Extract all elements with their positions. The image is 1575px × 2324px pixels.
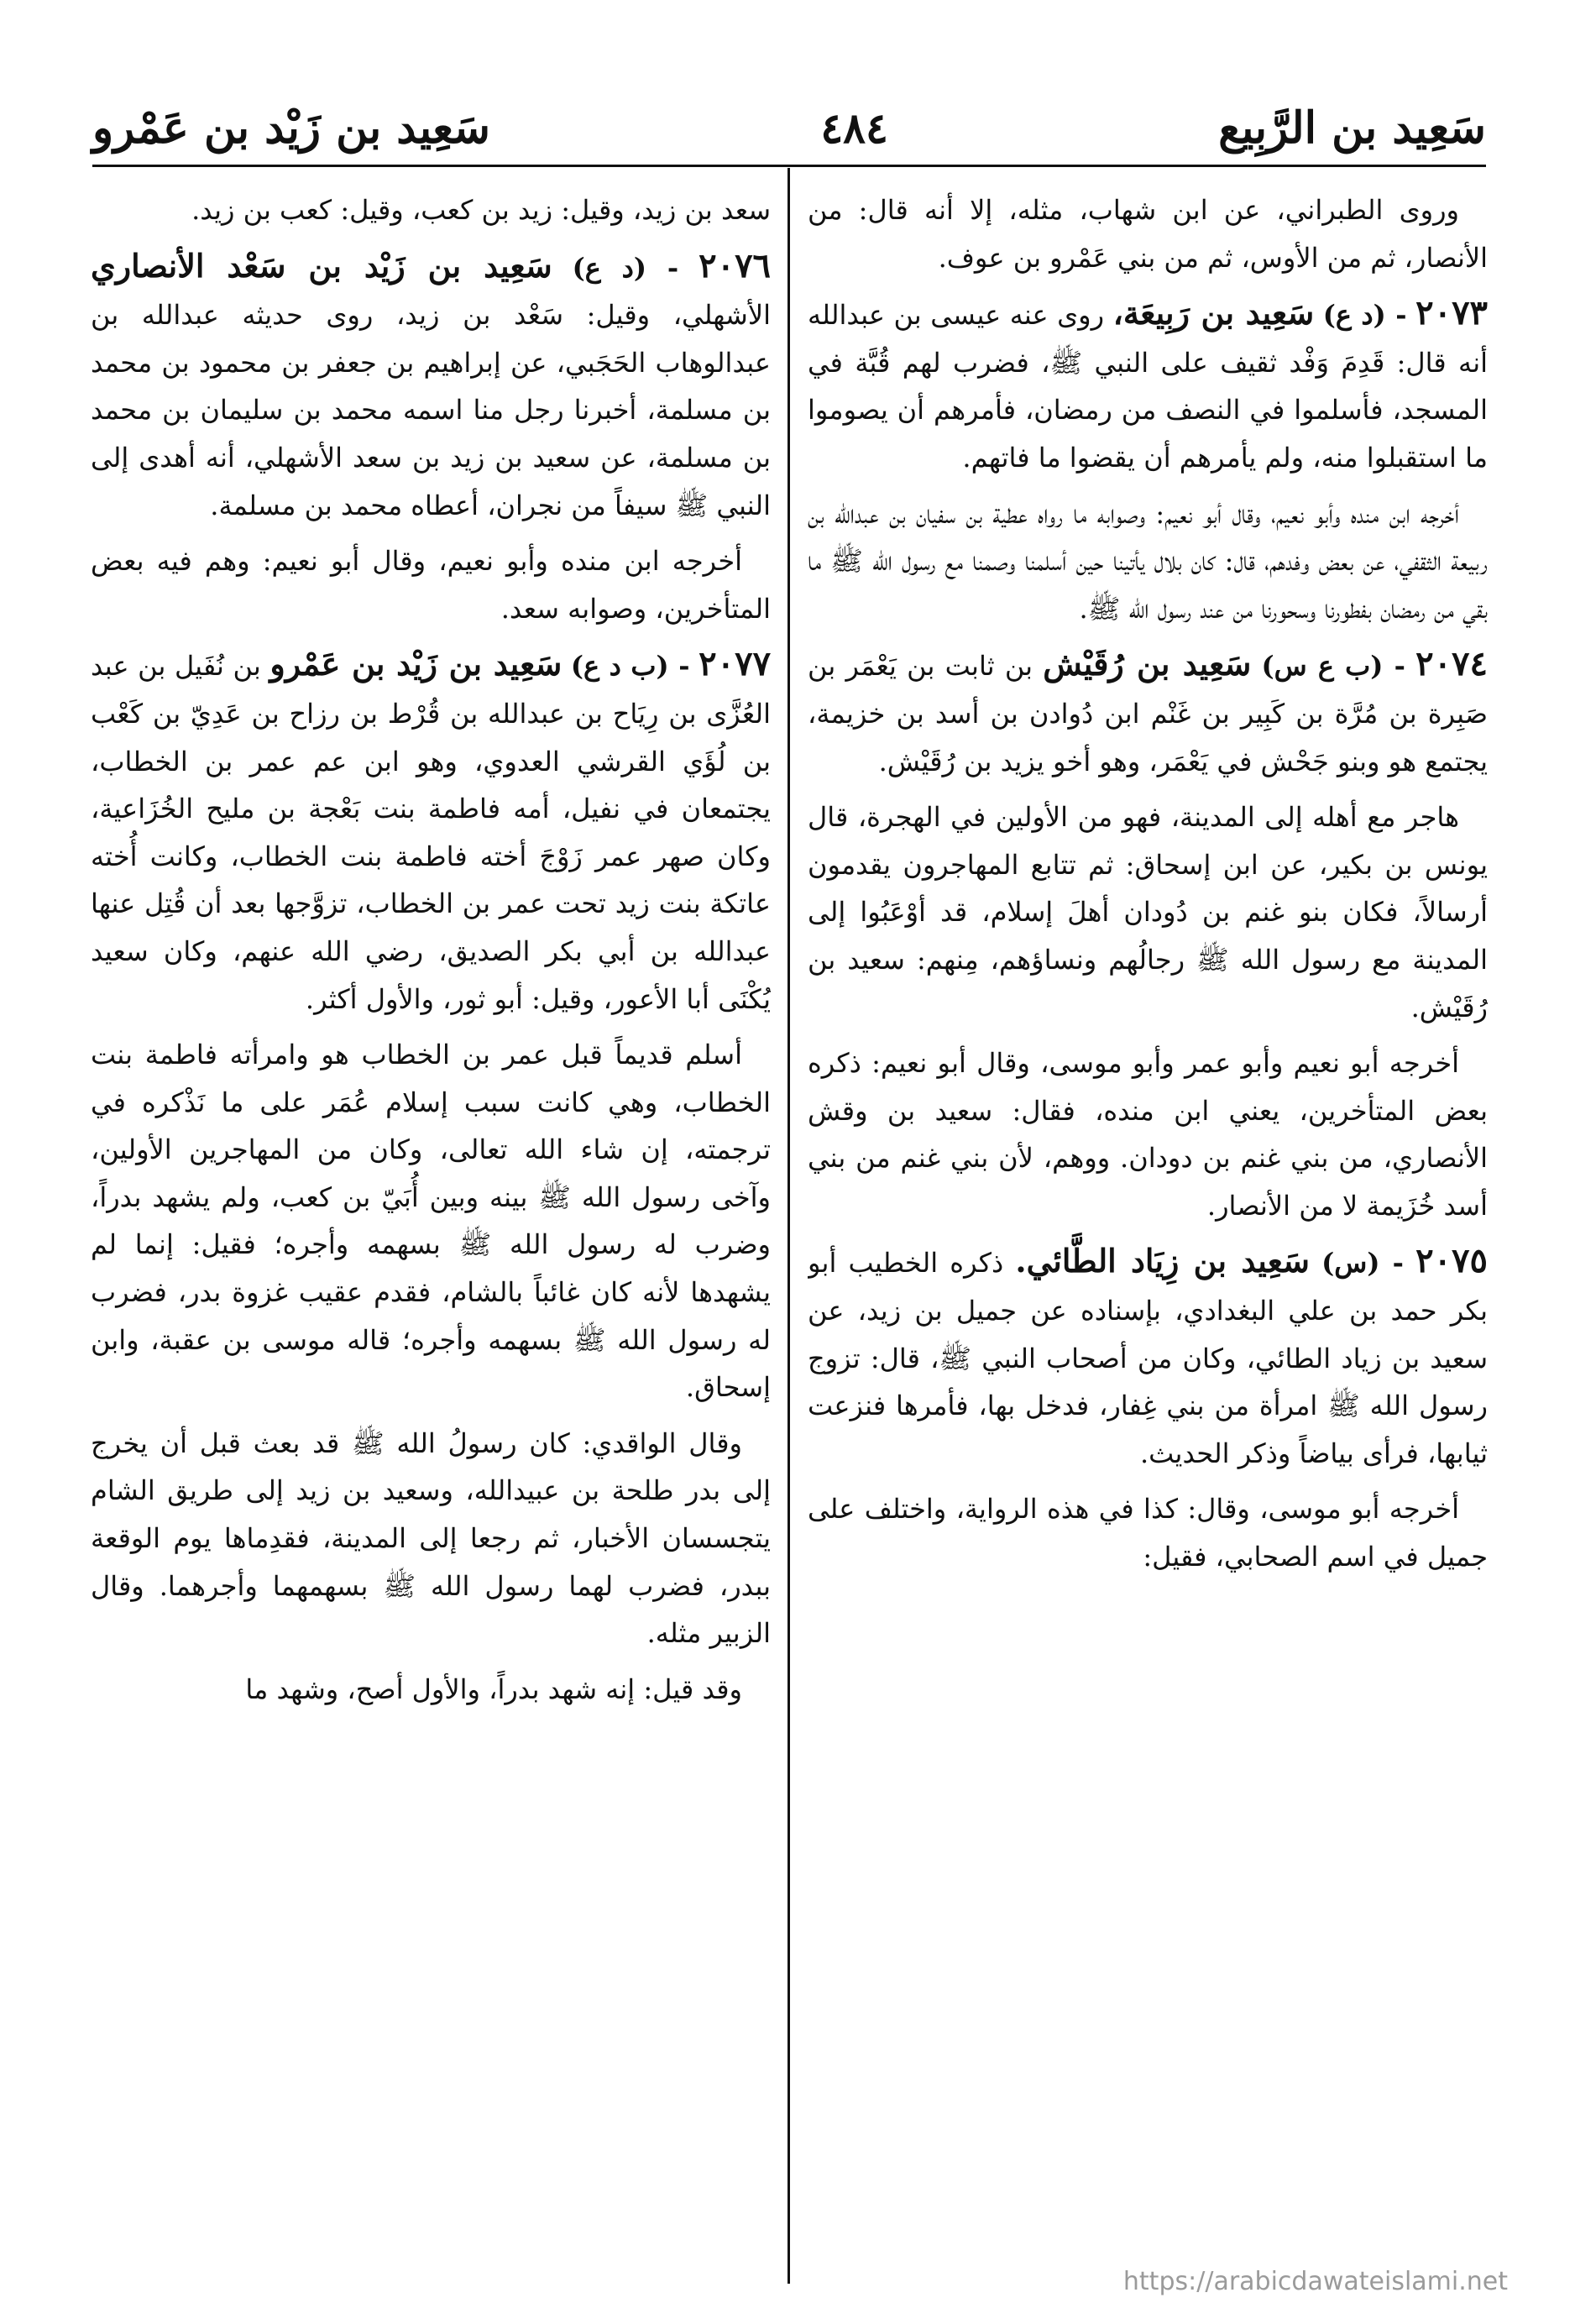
entry-2077 (91, 641, 771, 1023)
entry-number: ٢٠٧٤ (1415, 644, 1488, 684)
page-number: ٤٨٤ (820, 102, 888, 153)
entry-number: ٢٠٧٥ (1415, 1241, 1488, 1281)
paragraph: أخرجه أبو نعيم وأبو عمر وأبو موسى، وقال أبو نعيم: ذكره بعض المتأخرين، يعني ابن منده، فقال: سعيد بن وقش الأنصاري، من بني غنم بن دودان. ووهم، لأن بني غنم من بني أسد خُزَيمة لا من الأنصار. (808, 1047, 1488, 1222)
entry-name: سَعِيد بن زَيْد بن عَمْرو (269, 645, 562, 683)
running-head-left: سَعِيد بن زَيْد بن عَمْرو (92, 102, 490, 154)
paragraph: وقد قيل: إنه شهد بدراً، والأول أصح، وشهد ما (245, 1672, 742, 1705)
entry-text: ذكره الخطيب أبو بكر حمد بن علي البغدادي، بإسناده عن جميل بن زيد، عن سعيد بن زياد الطائي، وكان من أصحاب النبي ﷺ، قال: تزوج رسول الله ﷺ امرأة من بني غِفار، فدخل بها، فأمرها فنزعت ثيابها، فرأى بياضاً وذكر الحديث. (808, 1247, 1488, 1469)
entry-name: سَعِيد بن رَبِيعَة، (1112, 294, 1315, 332)
entry-number: ٢٠٧٦ (699, 245, 771, 285)
entry-text: بن ثابت بن يَعْمَر بن صَبِرة بن مُرَّة بن كَبِير بن غَنْم ابن دُوادن بن أسد بن خزيمة، يجتمع هو وبنو جَحْش في يَعْمَر، وهو أخو يزيد بن رُقَيْش. (808, 650, 1488, 777)
watermark-url: https://arabicdawateislami.net (1122, 2267, 1508, 2296)
paragraph: وقال الواقدي: كان رسولُ الله ﷺ قد بعث قبل أن يخرج إلى بدر طلحة بن عبيدالله، وسعيد بن زيد إلى طريق الشام يتجسسان الأخبار، ثم رجعا إلى المدينة، فقدِماها يوم الوقعة ببدر، فضرب لهما رسول الله ﷺ بسهمهما وأجرهما. وقال الزبير مثله. (91, 1426, 771, 1650)
entry-code: - (د ع) (572, 251, 679, 284)
entry-2075 (808, 1238, 1488, 1477)
right-column (808, 186, 1488, 2285)
left-column (91, 186, 771, 2285)
running-head-right: سَعِيد بن الرَّبِيع (1218, 102, 1486, 154)
entry-text: بن نُفَيل بن عبد العُزَّى بن رِيَاح بن عبدالله بن قُرْط بن رزاح بن عَدِيّ بن كَعْب بن لُؤَي القرشي العدوي، وهو ابن عم عمر بن الخطاب، يجتمعان في نفيل، أمه فاطمة بنت بَعْجة بن مليح الخُزَاعية، وكان صهر عمر زَوْجَ أخته فاطمة بنت الخطاب، وكانت أُخته عاتكة بنت زيد تحت عمر بن الخطاب، تزوَّجها بعد أن قُتِل عنها عبدالله بن أبي بكر الصديق، رضي الله عنهم، وكان سعيد يُكْنَى أبا الأعور، وقيل: أبو ثور، والأول أكثر. (91, 650, 771, 1015)
page-header (92, 94, 1486, 161)
entry-2073 (808, 290, 1488, 481)
entry-code: - (ب د ع) (570, 650, 690, 683)
entry-code: - (س) (1321, 1247, 1404, 1280)
paragraph: أخرجه أبو موسى، وقال: كذا في هذه الرواية، واختلف على جميل في اسم الصحابي، فقيل: (808, 1493, 1488, 1573)
entry-text: الأشهلي، وقيل: سَعْد بن زيد، روى حديثه عبدالله بن عبدالوهاب الحَجَبي، عن إبراهيم بن جعفر بن محمود بن محمد بن مسلمة، أخبرنا رجل منا اسمه محمد بن سليمان بن محمد بن مسلمة، عن سعيد بن زيد بن سعد الأشهلي، أنه أهدى إلى النبي ﷺ سيفاً من نجران، أعطاه محمد بن مسلمة. (91, 299, 771, 521)
paragraph: سعد بن زيد، وقيل: زيد بن كعب، وقيل: كعب بن زيد. (191, 194, 771, 226)
entry-name: سَعِيد بن زَيْد بن سَعْد الأنصاري (91, 246, 552, 285)
header-rule (92, 165, 1486, 167)
paragraph: أخرجه ابن منده وأبو نعيم، وقال أبو نعيم: وصوابه ما رواه عطية بن سفيان بن عبدالله بن ربيعة الثقفي، عن بعض وفدهم، قال: كان بلال يأتينا حين أسلمنا وصمنا مع رسول الله ﷺ ما بقي من رمضان بفطورنا وسحورنا من عند رسول الله ﷺ. (808, 497, 1488, 625)
entry-name: سَعِيد بن زِيَاد الطَّائي. (1015, 1242, 1310, 1280)
entry-code: - (د ع) (1322, 299, 1407, 332)
paragraph: أسلم قديماً قبل عمر بن الخطاب هو وامرأته فاطمة بنت الخطاب، وهي كانت سبب إسلام عُمَر على ما نَذْكره في ترجمته، إن شاء الله تعالى، وكان من المهاجرين الأولين، وآخى رسول الله ﷺ بينه وبين أُبَيّ بن كعب، ولم يشهد بدراً، وضرب له رسول الله ﷺ بسهمه وأجره؛ فقيل: إنما لم يشهدها لأنه كان غائباً بالشام، فقدم عقيب غزوة بدر، فضرب له رسول الله ﷺ بسهمه وأجره؛ قاله موسى بن عقبة، وابن إسحاق. (91, 1039, 771, 1404)
entry-number: ٢٠٧٧ (699, 644, 771, 684)
entry-name: سَعِيد بن رُقَيْش (1043, 645, 1252, 683)
paragraph: أخرجه ابن منده وأبو نعيم، وقال أبو نعيم: وهم فيه بعض المتأخرين، وصوابه سعد. (91, 545, 771, 625)
paragraph: هاجر مع أهله إلى المدينة، فهو من الأولين في الهجرة، قال يونس بن بكير، عن ابن إسحاق: ثم تتابع المهاجرون يقدمون أرسالاً، فكان بنو غنم بن دُودان أهلَ إسلام، قد أوْعَبُوا إلى المدينة مع رسول الله ﷺ رجالُهم ونساؤهم، مِنهم: سعيد بن رُقَيْش. (808, 801, 1488, 1023)
entry-number: ٢٠٧٣ (1415, 293, 1488, 333)
entry-code: - (ب ع س) (1261, 650, 1405, 683)
entry-2074 (808, 641, 1488, 785)
entry-2076 (91, 243, 771, 530)
paragraph: وروى الطبراني، عن ابن شهاب، مثله، إلا أنه قال: من الأنصار، ثم من الأوس، ثم من بني عَمْرو بن عوف. (808, 194, 1488, 274)
entry-text: روى عنه عيسى بن عبدالله أنه قال: قَدِمَ وَفْد ثقيف على النبي ﷺ، فضرب لهم قُبَّة في المسجد، فأسلموا في النصف من رمضان، فأمرهم أن يصوموا ما استقبلوا منه، ولم يأمرهم أن يقضوا ما فاتهم. (808, 299, 1488, 474)
column-divider (788, 168, 790, 2284)
